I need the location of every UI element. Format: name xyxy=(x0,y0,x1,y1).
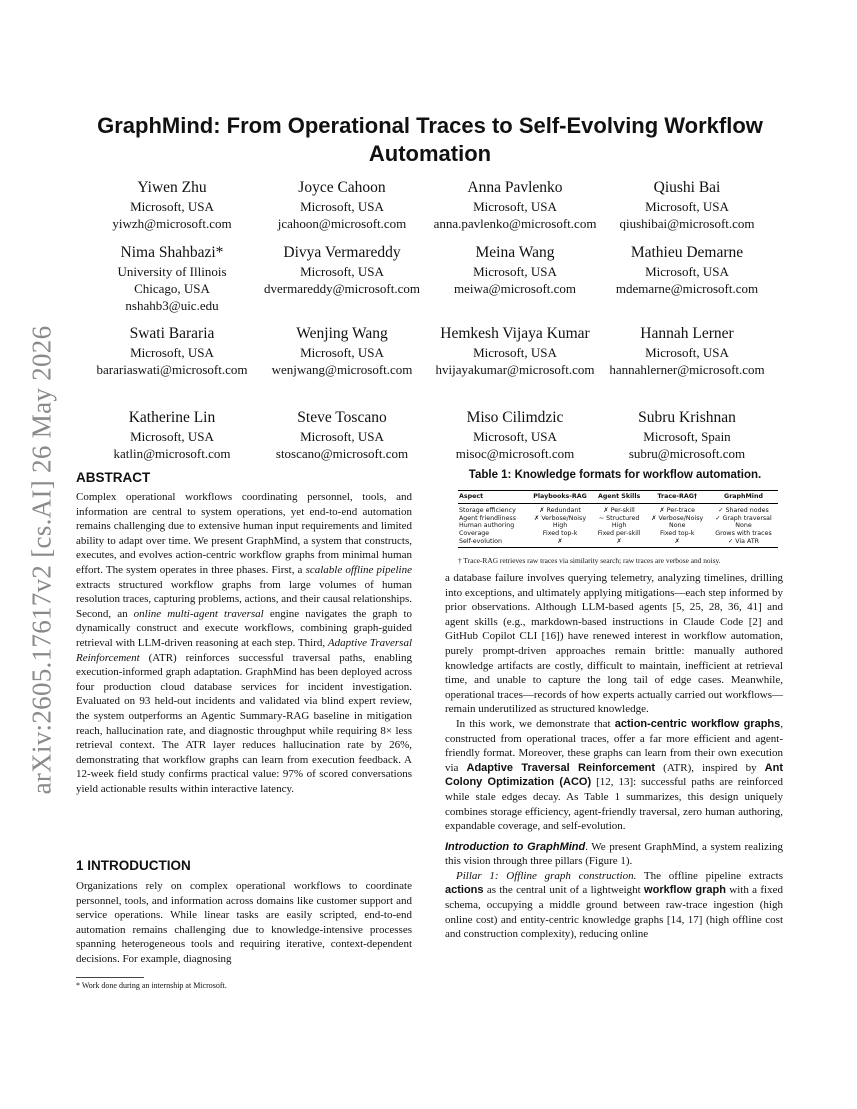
table-cell: Fixed top-k xyxy=(542,530,578,538)
author-name: Anna Pavlenko xyxy=(467,179,563,196)
author-name: Swati Bararia xyxy=(129,325,215,342)
table-cell: Fixed top-k xyxy=(659,530,695,538)
table-cell: Grows with traces xyxy=(715,530,772,538)
author-name: Yiwen Zhu xyxy=(137,179,207,196)
author-name: Subru Krishnan xyxy=(638,409,736,426)
table-cell: ✗ Per-trace xyxy=(659,506,695,514)
knowledge-formats-table xyxy=(458,490,778,548)
author-entry xyxy=(247,408,437,462)
author-name: Divya Vermareddy xyxy=(283,244,401,261)
author-email[interactable]: hannahlerner@microsoft.com xyxy=(609,362,765,377)
table-header-cell: Trace-RAG† xyxy=(645,491,709,504)
table-header-cell: Playbooks-RAG xyxy=(527,491,592,504)
author-affiliation: University of Illinois xyxy=(117,264,227,279)
author-affiliation: Microsoft, USA xyxy=(130,429,214,444)
table-note: † Trace-RAG retrieves raw traces via similarity search; raw traces are verbose and noisy. xyxy=(458,556,721,565)
author-affiliation: Microsoft, USA xyxy=(300,199,384,214)
table-header-cell: GraphMind xyxy=(709,491,778,504)
author-affiliation: Microsoft, USA xyxy=(473,345,557,360)
author-affiliation: Microsoft, USA xyxy=(645,345,729,360)
author-name: Miso Cilimdzic xyxy=(466,409,564,426)
table-row xyxy=(458,522,778,530)
author-email[interactable]: stoscano@microsoft.com xyxy=(275,446,409,461)
author-entry xyxy=(420,178,610,232)
table-cell: Self-evolution xyxy=(458,538,527,547)
author-email[interactable]: misoc@microsoft.com xyxy=(455,446,575,461)
author-email[interactable]: dvermareddy@microsoft.com xyxy=(263,281,420,296)
table-row xyxy=(458,530,778,538)
table-row xyxy=(458,538,778,547)
table-cell: High xyxy=(611,522,627,530)
footnote-rule xyxy=(76,977,144,978)
author-entry xyxy=(592,324,782,378)
arxiv-id: arXiv:2605.17617v2 [cs.AI] 26 May 2026 xyxy=(26,325,57,795)
paper-title: GraphMind: From Operational Traces to Self-Evolving Workflow Automation xyxy=(97,113,763,166)
table-cell: Human authoring xyxy=(459,522,515,530)
author-entry xyxy=(77,178,267,232)
table-row xyxy=(458,503,778,514)
author-entry xyxy=(77,408,267,462)
author-affiliation: Microsoft, USA xyxy=(473,429,557,444)
author-affiliation: Microsoft, USA xyxy=(300,345,384,360)
table-cell: ✗ xyxy=(527,538,592,547)
table-cell: Fixed per-skill xyxy=(597,530,641,538)
table-header-cell: Agent Skills xyxy=(593,491,646,504)
author-email[interactable]: jcahoon@microsoft.com xyxy=(277,216,407,231)
author-name: Hemkesh Vijaya Kumar xyxy=(440,325,590,342)
author-name: Hannah Lerner xyxy=(640,325,734,342)
author-email[interactable]: meiwa@microsoft.com xyxy=(453,281,577,296)
intro-right-column: a database failure involves querying telemetry, analyzing timelines, drilling into exceptions, and ultimately applying mitigations—each step informed by prior observations. Although LLM-based agents [5, 25, 28, 36, 41] and agent skills (e.g., markdown-based instructions in Claude Code [2] and GitHub Copilot CLI [16]) have renewed interest in workflow automation, purely prompt-driven approaches remain brittle: manually authored knowledge artifacts are costly, difficult to maintain, inefficient at retrieval time, and unable to capture the long tail of edge cases. Meanwhile, operational traces—records of how experts actually carried out workflows—remain underutilized as structured knowledge. In this work, we demonstrate that action-centric workflow graphs, constructed from operational traces, offer a far more efficient and agent-friendly format. Moreover, these graphs can learn from their own execution via Adaptive Traversal Reinforcement (ATR), inspired by Ant Colony Optimization (ACO) [12, 13]: successful paths are reinforced while stale edges decay. As Table 1 summarizes, this design uniquely combines storage efficiency, agent-friendly traversal, zero human authoring, expandable coverage, and self-evolution. Introduction to GraphMind. We present GraphMind, a system realizing this vision through three pillars (Figure 1). Pillar 1: Offline graph construction. The offline pipeline extracts actions as the central unit of a lightweight workflow graph with a fixed schema, occupying a middle ground between raw-trace ingestion (high online cost) and entity-centric knowledge graphs [14, 17] (high offline cost and construction complexity), reducing online xyxy=(445,572,783,941)
author-email[interactable]: yiwzh@microsoft.com xyxy=(112,216,232,231)
table-cell: ✗ xyxy=(645,538,709,547)
table-caption: Table 1: Knowledge formats for workflow automation. xyxy=(468,469,762,481)
author-entry xyxy=(247,243,437,297)
author-email[interactable]: mdemarne@microsoft.com xyxy=(615,281,759,296)
table-cell: None xyxy=(735,522,752,530)
table-cell: ✗ Verbose/Noisy xyxy=(534,514,587,522)
author-affiliation: Microsoft, USA xyxy=(645,199,729,214)
intro-left-column: Organizations rely on complex operational workflows to coordinate personnel, tools, and information across domains like customer support and service operations. While linear tasks are easily scripted, end-to-end automation remains challenging due to knowledge-intensive processes spanning heterogeneous tools and requiring iterative, context-dependent decisions. For example, diagnosing xyxy=(76,880,412,965)
author-affiliation: Microsoft, USA xyxy=(300,264,384,279)
table-cell: Agent friendliness xyxy=(459,514,516,522)
author-email[interactable]: qiushibai@microsoft.com xyxy=(619,216,755,231)
footnote: * Work done during an internship at Microsoft. xyxy=(76,981,227,990)
author-entry xyxy=(77,243,267,314)
author-entry xyxy=(247,324,437,378)
author-affiliation: Microsoft, USA xyxy=(473,264,557,279)
abstract-body: Complex operational workflows coordinating personnel, tools, and information are central to system operations, yet end-to-end automation remains challenging due to extensive human input requirements and limited ability to adapt over time. We present GraphMind, a system that constructs, executes, and evolves action-centric workflow graphs from minimal human effort. The system operates in three phases. First, a scalable offline pipeline extracts structured workflow graphs from large volumes of human resolution traces, capturing problems, actions, and their causal relationships. Second, an online multi-agent traversal engine navigates the graph to dynamically construct and execute workflows, combining graph-guided retrieval with LLM-driven reasoning at each step. Third, Adaptive Traversal Reinforcement (ATR) reinforces successful traversal paths, enabling execution-informed graph adaptation. GraphMind has been deployed across four production cloud database services for incident investigation. Evaluated on 93 held-out incidents and validated via blind expert review, the system outperforms an Agentic Summary-RAG baseline in mitigation reach, hallucination rate, and diagnostic throughput while requiring 8× less retrieval context. The ATR layer reduces hallucination rate by 26%, demonstrating that workflow graphs can learn from execution feedback. A 12-week field study confirms practical value: 97% of scored conversations yield actionable results within interactive latency. xyxy=(76,491,413,795)
table-cell: ✗ Verbose/Noisy xyxy=(651,514,704,522)
author-affiliation: Microsoft, USA xyxy=(130,345,214,360)
author-email[interactable]: barariaswati@microsoft.com xyxy=(96,362,248,377)
table-cell: Storage efficiency xyxy=(459,506,516,514)
author-name: Katherine Lin xyxy=(128,409,216,426)
table-cell: ✗ Per-skill xyxy=(603,506,635,514)
author-name: Steve Toscano xyxy=(297,409,387,426)
author-entry xyxy=(77,324,267,378)
author-name: Qiushi Bai xyxy=(653,179,721,196)
author-name: Wenjing Wang xyxy=(296,325,388,342)
author-affiliation: Microsoft, USA xyxy=(300,429,384,444)
author-entry xyxy=(592,243,782,297)
table-cell: ✗ xyxy=(593,538,646,547)
author-name: Meina Wang xyxy=(475,244,555,261)
table-cell: Coverage xyxy=(459,530,490,538)
table-cell: ✓ Graph traversal xyxy=(715,514,772,522)
intro-heading: 1 INTRODUCTION xyxy=(76,858,191,873)
author-affiliation: Microsoft, Spain xyxy=(643,429,731,444)
author-name: Nima Shahbazi* xyxy=(120,244,224,261)
author-email[interactable]: nshahb3@uic.edu xyxy=(125,298,219,313)
table-header-cell: Aspect xyxy=(458,491,527,504)
author-email[interactable]: subru@microsoft.com xyxy=(628,446,746,461)
author-email[interactable]: anna.pavlenko@microsoft.com xyxy=(433,216,597,231)
table-cell: ✓ Via ATR xyxy=(709,538,778,547)
table-cell: High xyxy=(552,522,568,530)
author-entry xyxy=(592,178,782,232)
author-email[interactable]: wenjwang@microsoft.com xyxy=(271,362,413,377)
author-email[interactable]: katlin@microsoft.com xyxy=(113,446,231,461)
author-affiliation: Microsoft, USA xyxy=(645,264,729,279)
abstract-heading: ABSTRACT xyxy=(76,470,151,485)
author-location: Chicago, USA xyxy=(134,281,210,296)
author-entry xyxy=(420,408,610,462)
author-email[interactable]: hvijayakumar@microsoft.com xyxy=(435,362,595,377)
author-entry xyxy=(420,324,610,378)
arxiv-watermark xyxy=(22,310,62,810)
author-name: Mathieu Demarne xyxy=(630,244,744,261)
author-entry xyxy=(247,178,437,232)
table-cell: ∼ Structured xyxy=(598,514,640,522)
author-affiliation: Microsoft, USA xyxy=(473,199,557,214)
table-cell: None xyxy=(669,522,686,530)
author-affiliation: Microsoft, USA xyxy=(130,199,214,214)
author-entry xyxy=(420,243,610,297)
author-name: Joyce Cahoon xyxy=(298,179,386,196)
table-cell: ✓ Shared nodes xyxy=(718,506,769,514)
author-entry xyxy=(592,408,782,462)
table-cell: ✗ Redundant xyxy=(539,506,581,514)
table-row xyxy=(458,515,778,523)
